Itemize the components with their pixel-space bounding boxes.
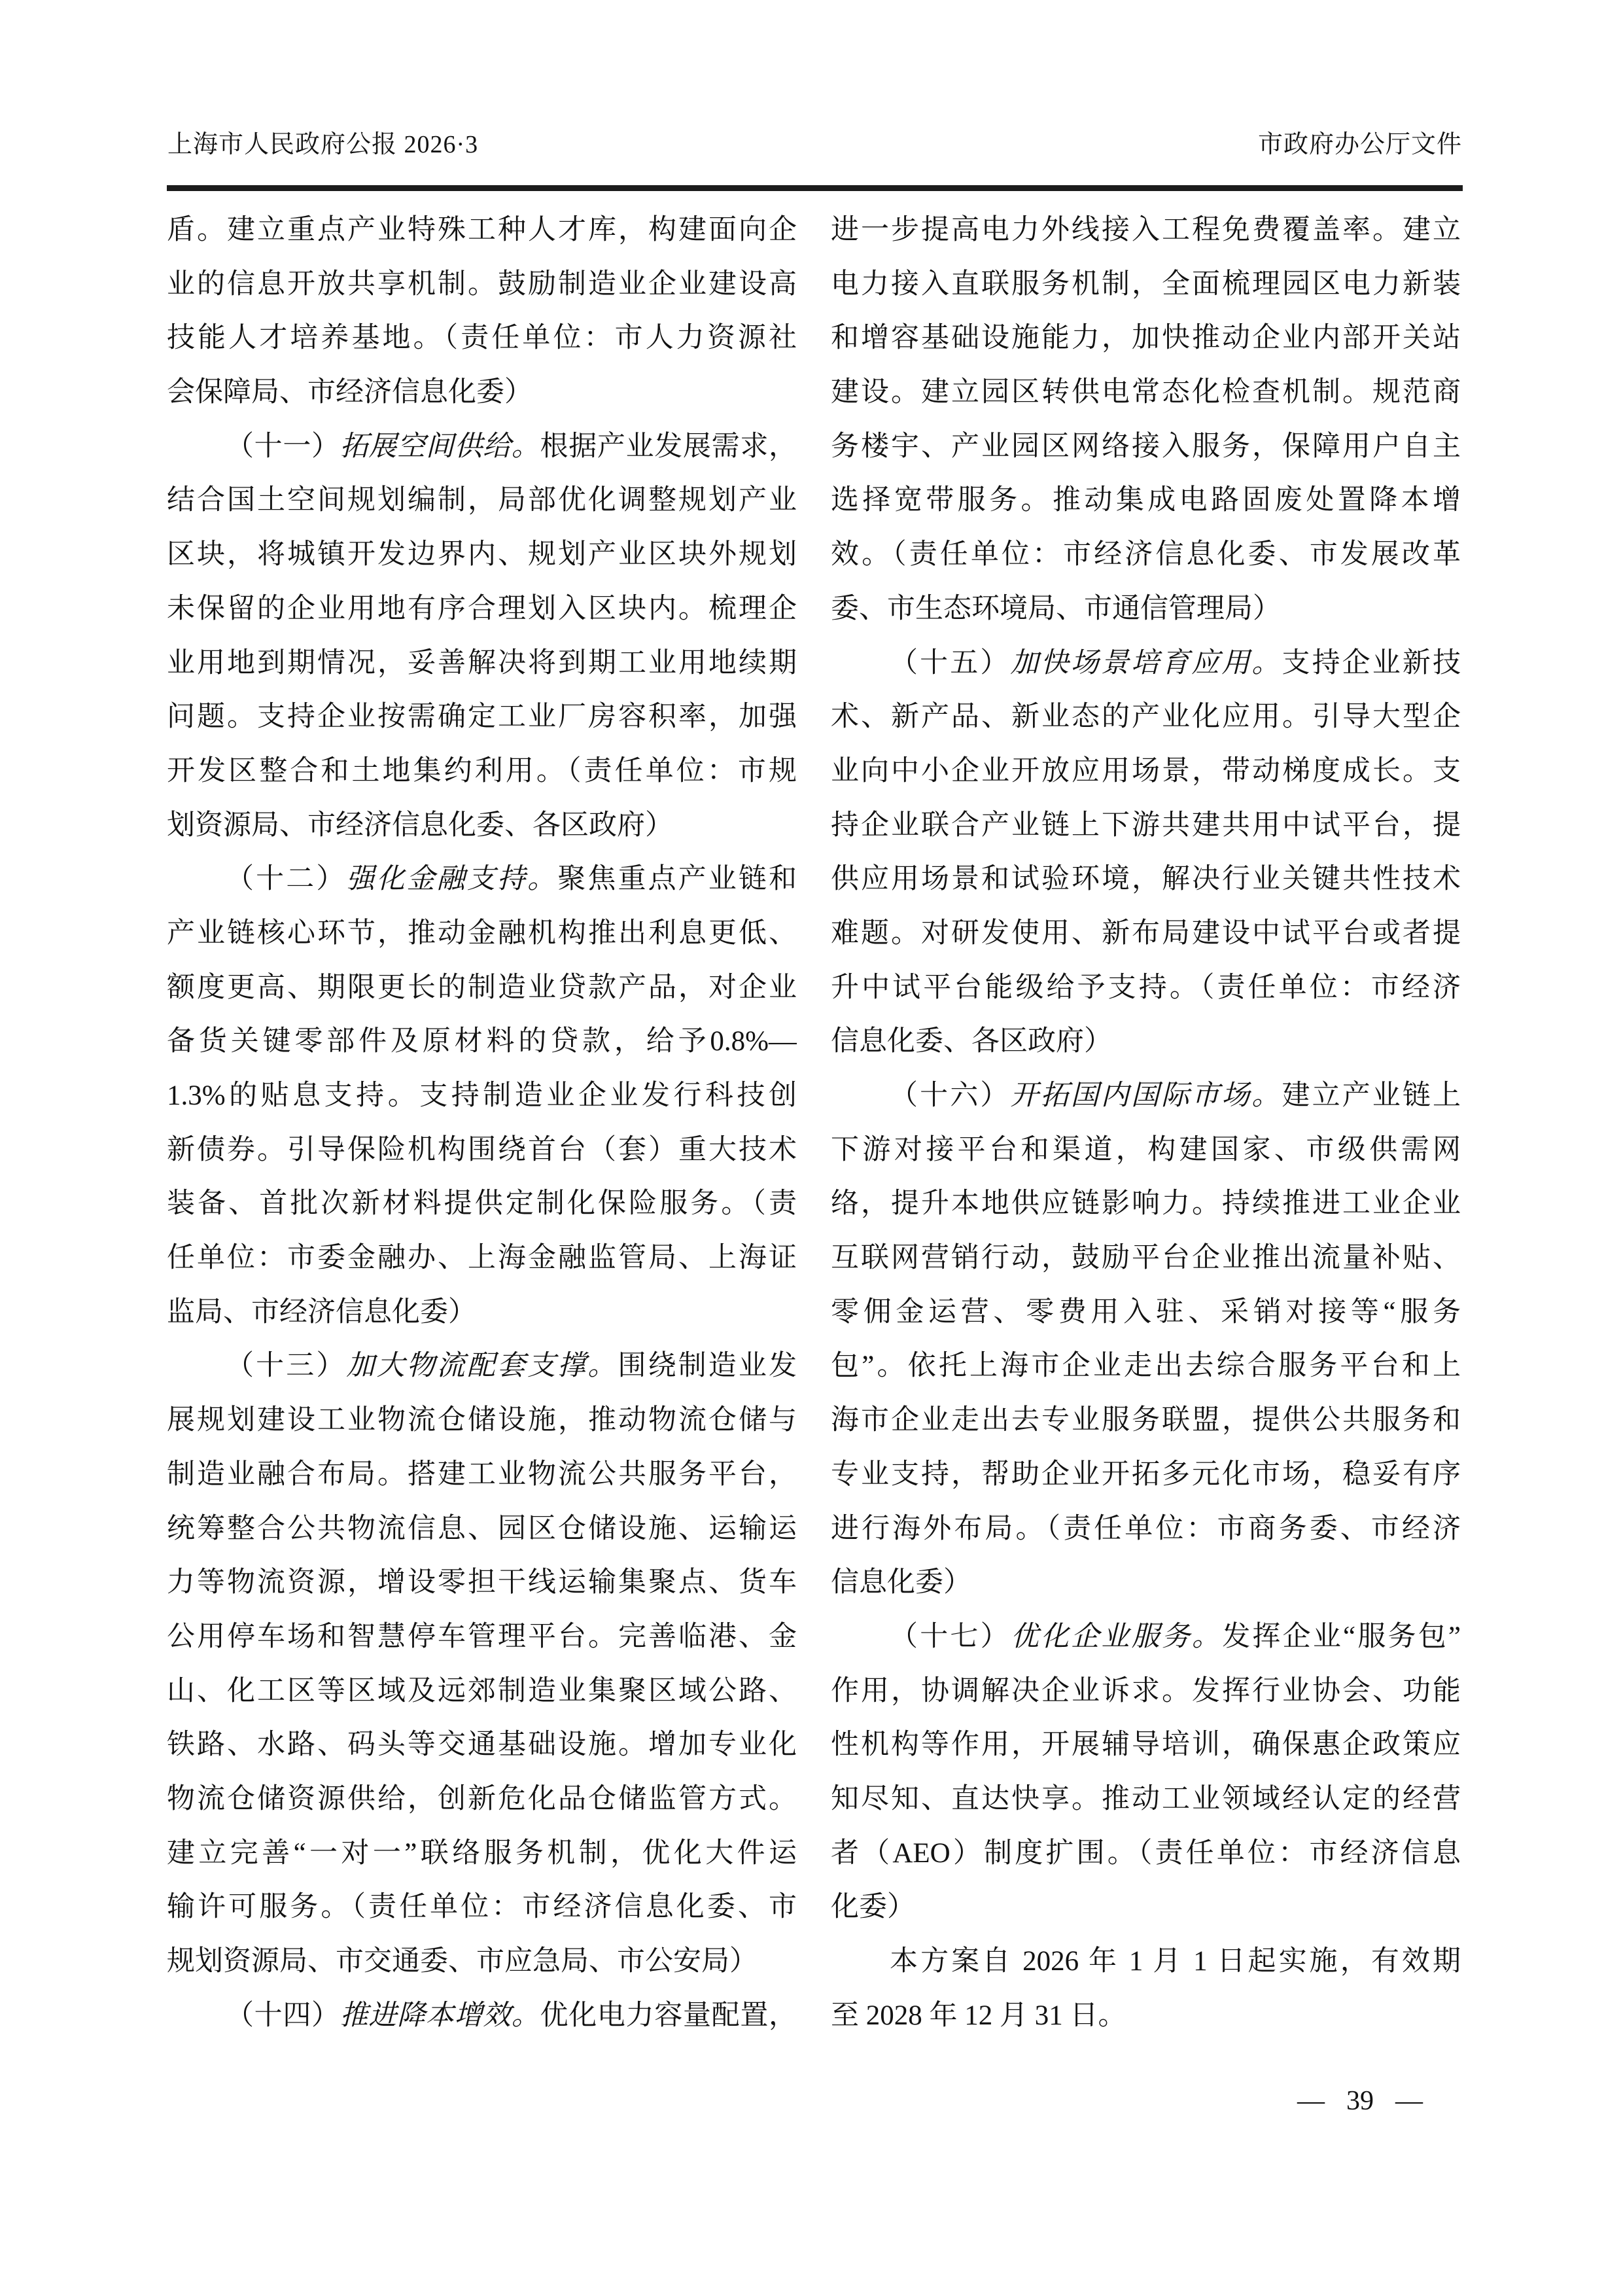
text-line (831, 258, 1461, 312)
text-line (167, 1231, 797, 1286)
body-text: （十五） (890, 647, 1011, 679)
body-text: 术、新产品、新业态的产业化应用。引导大型企 (831, 701, 1461, 733)
body-text: 进一步提高电力外线接入工程免费覆盖率。建立 (831, 215, 1461, 245)
text-line (831, 690, 1461, 745)
body-text: 会保障局、市经济信息化委） (167, 377, 532, 408)
body-text: 络，提升本地供应链影响力。持续推进工业企业 (831, 1188, 1461, 1220)
text-line (831, 961, 1461, 1016)
body-text: 电力接入直联服务机制，全面梳理园区电力新装 (831, 268, 1461, 300)
body-text: 技能人才培养基地。（责任单位：市人力资源社 (167, 323, 797, 354)
text-line (167, 1177, 797, 1231)
body-text: 业的信息开放共享机制。鼓励制造业企业建设高 (167, 268, 797, 300)
text-line (831, 1069, 1461, 1123)
body-text: 难题。对研发使用、新布局建设中试平台或者提 (831, 917, 1461, 949)
body-text: 铁路、水路、码头等交通基础设施。增加专业化 (167, 1729, 797, 1761)
body-text: 委、市生态环境局、市通信管理局） (831, 593, 1281, 624)
text-line (167, 1286, 797, 1340)
text-line (831, 582, 1461, 637)
body-text: 新债券。引导保险机构围绕首台（套）重大技术 (167, 1134, 797, 1165)
page-number-value: 39 (1346, 2086, 1374, 2116)
body-text: 建设。建立园区转供电常态化检查机制。规范商 (831, 377, 1461, 408)
body-text: 信息化委） (831, 1567, 971, 1598)
text-line (831, 907, 1461, 961)
body-text: 者（AEO）制度扩围。（责任单位：市经济信息 (831, 1837, 1461, 1869)
body-text: 围绕制造业发 (618, 1351, 797, 1382)
text-line (831, 1665, 1461, 1719)
text-line (831, 420, 1461, 474)
body-text: 产业链核心环节，推动金融机构推出利息更低、 (167, 917, 797, 949)
body-text: 盾。建立重点产业特殊工种人才库，构建面向企 (167, 215, 797, 245)
body-text: 下游对接平台和渠道，构建国家、市级供需网 (831, 1134, 1461, 1165)
text-line (167, 1394, 797, 1448)
body-text: （十二） (226, 864, 347, 895)
body-text: 装备、首批次新材料提供定制化保险服务。（责 (167, 1188, 797, 1220)
text-line (831, 474, 1461, 528)
text-line (831, 528, 1461, 582)
body-text: 1.3%的贴息支持。支持制造业企业发行科技创 (167, 1080, 797, 1111)
text-line (831, 1339, 1461, 1394)
body-text: 聚焦重点产业链和 (557, 864, 797, 895)
running-head-right: 市政府办公厅文件 (1257, 131, 1462, 158)
section-title: 推进降本增效。 (340, 2000, 540, 2031)
body-text: 输许可服务。（责任单位：市经济信息化委、市 (167, 1892, 797, 1923)
text-line (167, 582, 797, 637)
text-line (167, 1610, 797, 1665)
body-text: 零佣金运营、零费用入驻、采销对接等“服务 (831, 1296, 1461, 1328)
text-line (831, 1502, 1461, 1557)
body-text: 本方案自 2026 年 1 月 1 日起实施，有效期 (890, 1946, 1461, 1977)
body-text: 务楼宇、产业园区网络接入服务，保障用户自主 (831, 431, 1461, 462)
text-line (167, 1881, 797, 1935)
text-line (167, 1123, 797, 1178)
body-text: 海市企业走出去专业服务联盟，提供公共服务和 (831, 1405, 1461, 1436)
text-line (831, 1718, 1461, 1773)
body-text: （十一） (226, 431, 340, 462)
section-title: 加快场景培育应用。 (1010, 647, 1282, 679)
header-rule (167, 185, 1463, 191)
body-text: 建立产业链上 (1282, 1080, 1461, 1111)
body-text: 建立完善“一对一”联络服务机制，优化大件运 (167, 1837, 797, 1869)
body-text: 业向中小企业开放应用场景，带动梯度成长。支 (831, 755, 1461, 786)
body-text: 物流仓储资源供给，创新危化品仓储监管方式。 (167, 1783, 797, 1814)
body-text: 监局、市经济信息化委） (167, 1296, 476, 1328)
text-line (167, 1718, 797, 1773)
body-text: 效。（责任单位：市经济信息化委、市发展改革 (831, 539, 1461, 571)
body-text: （十六） (890, 1080, 1011, 1111)
text-line (167, 1665, 797, 1719)
body-text: 选择宽带服务。推动集成电路固废处置降本增 (831, 485, 1461, 516)
text-line (831, 1286, 1461, 1340)
body-text: （十四） (226, 2000, 340, 2031)
body-text: 开发区整合和土地集约利用。（责任单位：市规 (167, 755, 797, 786)
body-text: 展规划建设工业物流仓储设施，推动物流仓储与 (167, 1405, 797, 1436)
left-text-column (167, 203, 797, 2043)
text-line (831, 637, 1461, 691)
body-text: 至 2028 年 12 月 31 日。 (831, 2000, 1126, 2031)
body-text: 山、化工区等区域及远郊制造业集聚区域公路、 (167, 1675, 797, 1706)
text-line (831, 1177, 1461, 1231)
body-text: 性机构等作用，开展辅导培训，确保惠企政策应 (831, 1729, 1461, 1761)
text-line (167, 1773, 797, 1827)
page-number-dash-right: — (1395, 2086, 1423, 2116)
body-text: 持企业联合产业链上下游共建共用中试平台，提 (831, 809, 1461, 841)
text-line (167, 366, 797, 420)
text-line (831, 1610, 1461, 1665)
text-line (167, 528, 797, 582)
body-text: 规划资源局、市交通委、市应急局、市公安局） (167, 1946, 758, 1977)
text-line (167, 474, 797, 528)
section-title: 强化金融支持。 (346, 864, 558, 895)
text-line (831, 1556, 1461, 1610)
text-line (167, 1935, 797, 1989)
body-text: 制造业融合布局。搭建工业物流公共服务平台， (167, 1458, 797, 1490)
body-text: 结合国土空间规划编制，局部优化调整规划产业 (167, 485, 797, 516)
text-line (167, 203, 797, 258)
text-line (831, 203, 1461, 258)
text-line (167, 1827, 797, 1881)
text-line (831, 366, 1461, 420)
text-line (167, 1015, 797, 1069)
text-line (167, 258, 797, 312)
text-line (167, 1339, 797, 1394)
text-line (831, 1827, 1461, 1881)
text-line (167, 1989, 797, 2043)
body-text: 业用地到期情况，妥善解决将到期工业用地续期 (167, 647, 797, 679)
body-text: 发挥企业“服务包” (1222, 1621, 1461, 1652)
text-line (167, 1448, 797, 1502)
body-text: 优化电力容量配置， (540, 2000, 797, 2031)
section-title: 加大物流配套支撑。 (346, 1351, 618, 1382)
section-title: 优化企业服务。 (1010, 1621, 1223, 1652)
text-line (167, 690, 797, 745)
body-text: 统筹整合公共物流信息、园区仓储设施、运输运 (167, 1513, 797, 1544)
text-line (831, 1394, 1461, 1448)
body-text: （十三） (226, 1351, 347, 1382)
text-line (167, 1556, 797, 1610)
body-text: （十七） (890, 1621, 1011, 1652)
right-text-column (831, 203, 1461, 2043)
text-line (167, 637, 797, 691)
text-line (831, 853, 1461, 907)
body-text: 区块，将城镇开发边界内、规划产业区块外规划 (167, 539, 797, 571)
body-text: 包”。依托上海市企业走出去综合服务平台和上 (831, 1351, 1461, 1382)
body-text: 和增容基础设施能力，加快推动企业内部开关站 (831, 323, 1461, 354)
body-text: 供应用场景和试验环境，解决行业关键共性技术 (831, 864, 1461, 895)
body-text: 进行海外布局。（责任单位：市商务委、市经济 (831, 1513, 1461, 1544)
text-line (831, 1989, 1461, 2043)
page-number-dash-left: — (1297, 2086, 1325, 2116)
text-line (167, 311, 797, 366)
page-number (1297, 2085, 1423, 2117)
running-head-left: 上海市人民政府公报 2026·3 (167, 131, 479, 158)
body-text: 化委） (831, 1892, 915, 1923)
body-text: 力等物流资源，增设零担干线运输集聚点、货车 (167, 1567, 797, 1598)
body-text: 升中试平台能级给予支持。（责任单位：市经济 (831, 972, 1461, 1003)
body-text: 作用，协调解决企业诉求。发挥行业协会、功能 (831, 1675, 1461, 1706)
text-line (831, 745, 1461, 799)
text-line (167, 799, 797, 853)
text-line (831, 1231, 1461, 1286)
text-line (831, 1773, 1461, 1827)
text-line (831, 1881, 1461, 1935)
body-text: 信息化委、各区政府） (831, 1026, 1112, 1057)
section-title: 开拓国内国际市场。 (1010, 1080, 1282, 1111)
body-text: 互联网营销行动，鼓励平台企业推出流量补贴、 (831, 1243, 1461, 1274)
body-text: 支持企业新技 (1282, 647, 1461, 679)
body-text: 未保留的企业用地有序合理划入区块内。梳理企 (167, 593, 797, 624)
body-text: 任单位：市委金融办、上海金融监管局、上海证 (167, 1243, 797, 1274)
text-line (167, 853, 797, 907)
text-line (167, 1069, 797, 1123)
body-text: 备货关键零部件及原材料的贷款，给予0.8%— (167, 1026, 797, 1057)
text-line (167, 961, 797, 1016)
text-line (167, 745, 797, 799)
body-text: 知尽知、直达快享。推动工业领域经认定的经营 (831, 1783, 1461, 1814)
text-line (167, 420, 797, 474)
text-line (831, 1935, 1461, 1989)
text-line (167, 907, 797, 961)
body-text: 专业支持，帮助企业开拓多元化市场，稳妥有序 (831, 1458, 1461, 1490)
body-text: 划资源局、市经济信息化委、各区政府） (167, 809, 673, 841)
text-line (831, 1015, 1461, 1069)
text-line (831, 311, 1461, 366)
text-line (831, 1123, 1461, 1178)
text-line (831, 799, 1461, 853)
body-text: 问题。支持企业按需确定工业厂房容积率，加强 (167, 701, 797, 733)
body-text: 公用停车场和智慧停车管理平台。完善临港、金 (167, 1621, 797, 1652)
body-text: 根据产业发展需求， (540, 431, 797, 462)
section-title: 拓展空间供给。 (340, 431, 540, 462)
body-text: 额度更高、期限更长的制造业贷款产品，对企业 (167, 972, 797, 1003)
text-line (831, 1448, 1461, 1502)
text-line (167, 1502, 797, 1557)
